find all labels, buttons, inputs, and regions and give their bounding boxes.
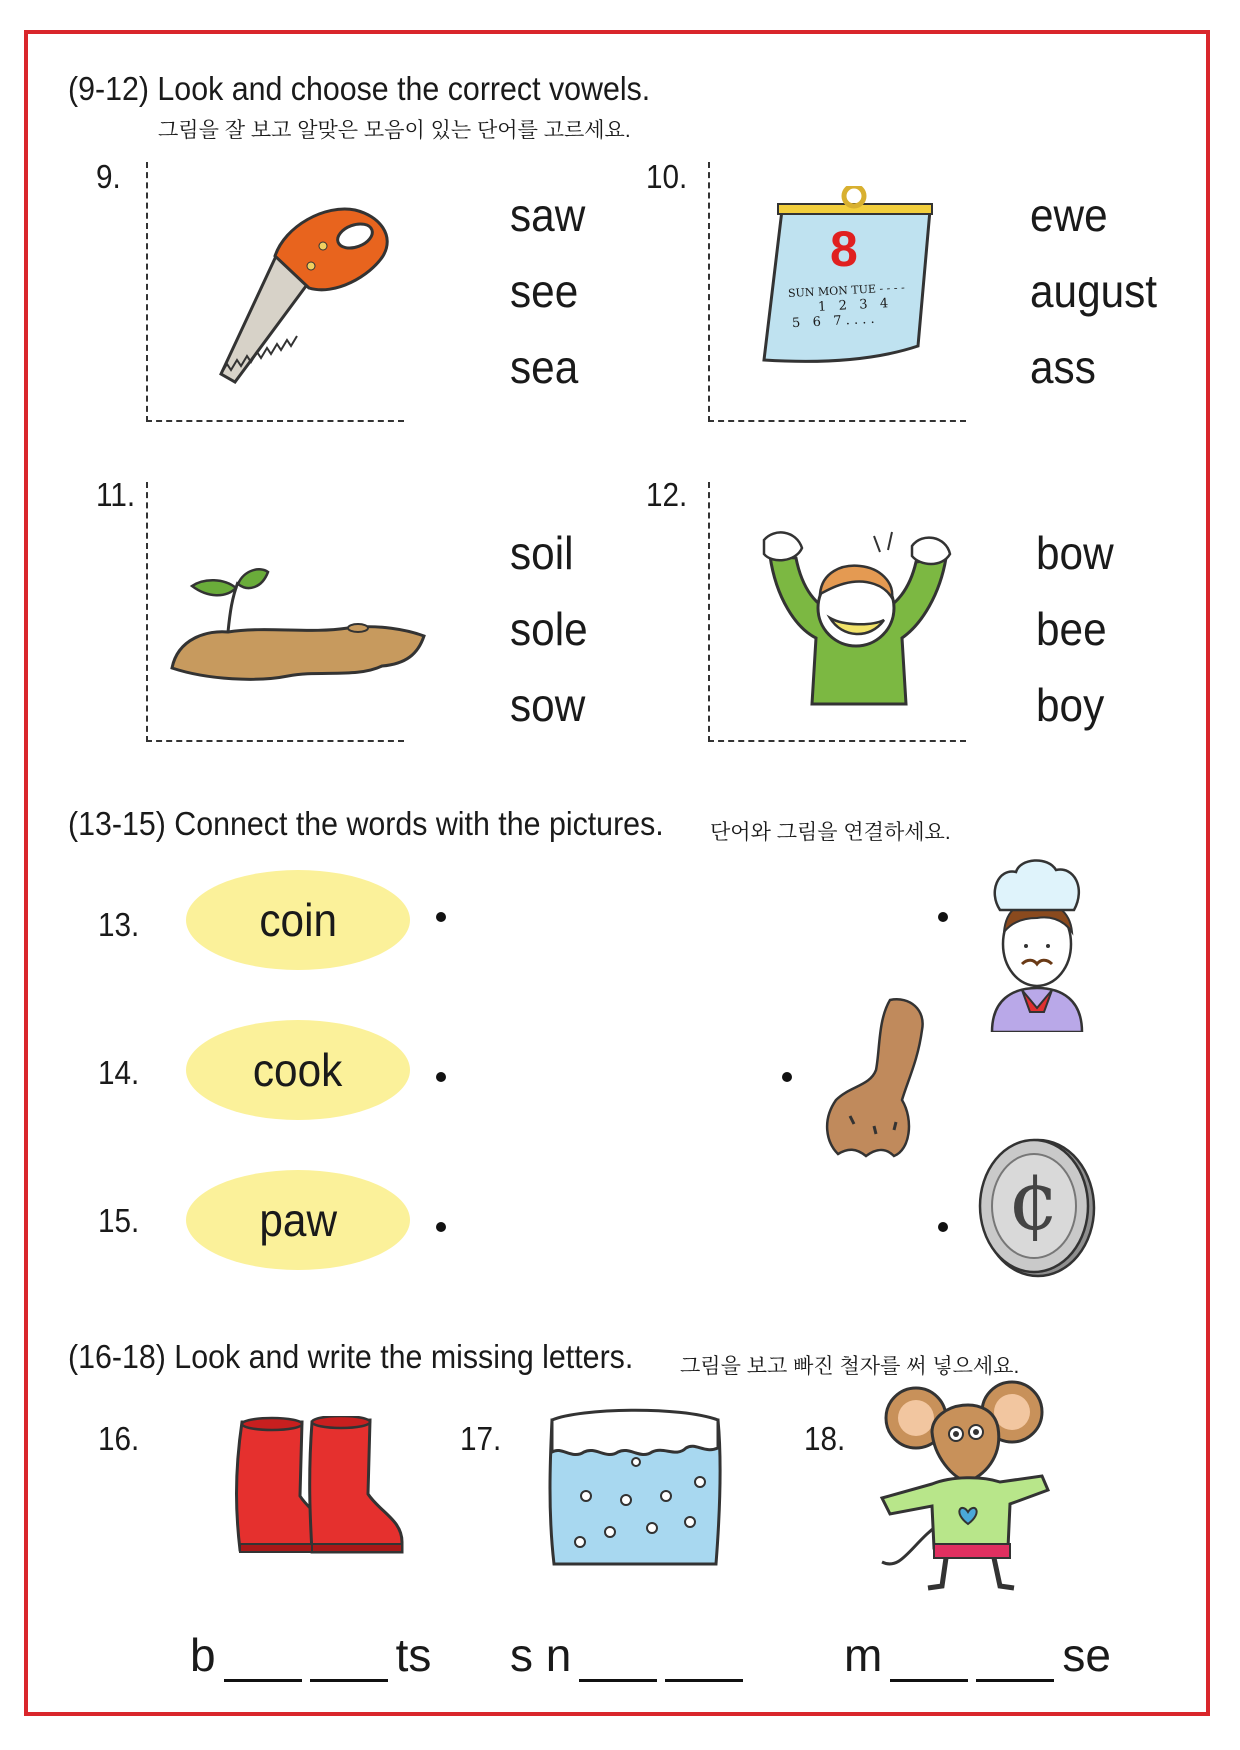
calendar-row: 5 6 7 . . . . (791, 311, 876, 332)
connect-dot[interactable] (782, 1072, 792, 1082)
connect-dot[interactable] (938, 1222, 948, 1232)
word-prefix: s n (510, 1629, 572, 1681)
answer-option[interactable]: august (1030, 265, 1158, 317)
answer-option[interactable]: sea (510, 341, 579, 393)
saw-icon (205, 196, 405, 396)
connect-dot[interactable] (436, 912, 446, 922)
letter-blank[interactable] (665, 1639, 743, 1682)
question-number: 11. (96, 476, 136, 513)
letter-blank[interactable] (224, 1639, 302, 1682)
calendar-row: SUN MON TUE - - - - (787, 280, 906, 301)
word-label: paw (259, 1194, 337, 1246)
section2-heading: (13-15) Connect the words with the pictures. (68, 805, 664, 842)
section2-subheading: 단어와 그림을 연결하세요. (710, 821, 951, 844)
word-label: coin (259, 894, 337, 946)
question-number: 16. (98, 1420, 140, 1457)
letter-blank[interactable] (579, 1639, 657, 1682)
fill-in-word (190, 1628, 431, 1682)
fill-in-word (510, 1628, 743, 1682)
question-number: 18. (804, 1420, 846, 1457)
answer-option[interactable]: ewe (1030, 189, 1108, 241)
section3-heading: (16-18) Look and write the missing letters. (68, 1338, 634, 1375)
answer-option[interactable]: sow (510, 679, 586, 731)
answer-option[interactable]: sole (510, 603, 588, 655)
word-pill[interactable] (186, 1020, 410, 1120)
fill-in-word (844, 1628, 1111, 1682)
question-number: 15. (98, 1202, 140, 1239)
letter-blank[interactable] (890, 1639, 968, 1682)
question-number: 9. (96, 158, 121, 195)
question-number: 17. (460, 1420, 502, 1457)
connect-dot[interactable] (938, 912, 948, 922)
word-pill[interactable] (186, 1170, 410, 1270)
question-number: 13. (98, 906, 140, 943)
word-prefix: m (844, 1629, 883, 1681)
connect-dot[interactable] (436, 1222, 446, 1232)
answer-option[interactable]: saw (510, 189, 586, 241)
answer-option[interactable]: bee (1036, 603, 1107, 655)
paw-icon (810, 990, 940, 1160)
chef-icon (982, 852, 1092, 1032)
section1-subheading: 그림을 잘 보고 알맞은 모음이 있는 단어를 고르세요. (158, 119, 631, 142)
boots-icon (230, 1416, 410, 1566)
connect-dot[interactable] (436, 1072, 446, 1082)
answer-option[interactable]: boy (1036, 679, 1105, 731)
sprout-icon (168, 568, 428, 688)
word-pill[interactable] (186, 870, 410, 970)
calendar-row: 1 2 3 4 (817, 296, 889, 315)
word-prefix: b (190, 1629, 216, 1681)
cent-symbol: ¢ (1007, 1154, 1061, 1249)
cheering-boy-icon (756, 528, 956, 708)
calendar-icon (758, 186, 938, 376)
mouse-icon (872, 1372, 1062, 1602)
answer-option[interactable]: bow (1036, 527, 1114, 579)
section3-subheading: 그림을 보고 빠진 철자를 써 넣으세요. (680, 1355, 1020, 1378)
snow-icon (540, 1402, 730, 1572)
answer-option[interactable]: soil (510, 527, 574, 579)
word-suffix: se (1062, 1629, 1111, 1681)
word-suffix: ts (395, 1629, 432, 1681)
answer-option[interactable]: see (510, 265, 579, 317)
letter-blank[interactable] (310, 1639, 388, 1682)
word-label: cook (253, 1044, 343, 1096)
question-number: 12. (646, 476, 688, 513)
question-number: 10. (646, 158, 688, 195)
letter-blank[interactable] (976, 1639, 1054, 1682)
answer-option[interactable]: ass (1030, 341, 1096, 393)
coin-icon (976, 1136, 1096, 1278)
calendar-day: 8 (830, 221, 858, 277)
question-number: 14. (98, 1054, 140, 1091)
section1-heading: (9-12) Look and choose the correct vowels. (68, 70, 651, 107)
